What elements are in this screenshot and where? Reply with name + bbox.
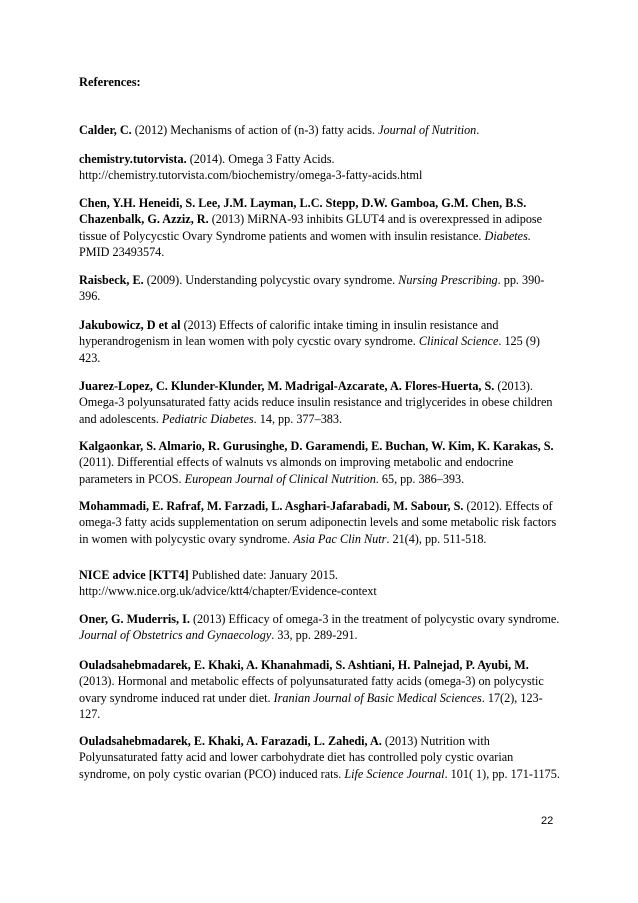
reference-entry [79, 122, 564, 138]
reference-source: Life Science Journal [344, 766, 445, 781]
reference-tail: . 65, pp. 386–393. [375, 471, 465, 486]
reference-details: (2013) MiRNA-93 inhibits GLUT4 and is overexpressed in adipose tissue of Polycycstic Ovary Syndrome patients and women with insulin resistance. [79, 212, 543, 243]
reference-source: Clinical Science [418, 334, 499, 349]
reference-entry [79, 498, 564, 547]
page-number: 22 [541, 815, 554, 827]
reference-entry [79, 195, 564, 260]
reference-tail: . pp. 390-396. [79, 273, 545, 304]
reference-entry [79, 272, 564, 305]
reference-entry [79, 151, 564, 184]
reference-authors: Oner, G. Muderris, I. [79, 612, 190, 626]
reference-entry [79, 317, 564, 366]
reference-entry [79, 438, 564, 487]
reference-tail: . 21(4), pp. 511-518. [386, 531, 487, 546]
reference-authors: chemistry.tutorvista. [79, 152, 187, 166]
reference-details: (2013) Nutrition with Polyunsaturated fatty acid and lower carbohydrate diet has controlled poly cystic ovarian syndrome, on poly cystic ovarian (PCO) induced rats. [79, 734, 514, 781]
reference-entry [79, 567, 564, 600]
reference-source: Journal of Nutrition [378, 123, 477, 137]
reference-details: (2013). Hormonal and metabolic effects of polyunsaturated fatty acids (omega-3) on polycystic ovary syndrome induced rat under diet. [79, 674, 544, 705]
reference-tail: PMID 23493574. [79, 244, 165, 259]
reference-source: Journal of Obstetrics and Gynaecology [79, 628, 272, 643]
reference-tail: . 14, pp. 377–383. [253, 411, 343, 426]
reference-details: Published date: January 2015. http://www.nice.org.uk/advice/ktt4/chapter/Evidence-context [79, 568, 377, 599]
reference-authors: Chen, Y.H. Heneidi, S. Lee, J.M. Layman, L.C. Stepp, D.W. Gamboa, G.M. Chen, B.S. Chazenbalk, G. Azziz, R. [79, 196, 527, 227]
reference-details: (2012) Mechanisms of action of (n-3) fatty acids. [131, 123, 379, 137]
reference-details: (2011). Differential effects of walnuts vs almonds on improving metabolic and endocrine parameters in PCOS. [79, 455, 514, 486]
reference-entry [79, 657, 564, 722]
reference-details: (2012). Effects of omega-3 fatty acids supplementation on serum adiponectin levels and some metabolic risk factors in women with polycystic ovary syndrome. [79, 499, 557, 546]
reference-source: European Journal of Clinical Nutrition [184, 471, 376, 486]
reference-source: Iranian Journal of Basic Medical Sciences [273, 690, 482, 705]
reference-source: Asia Pac Clin Nutr [293, 531, 387, 546]
reference-entry [79, 733, 564, 782]
reference-details: (2013). Omega-3 polyunsaturated fatty acids reduce insulin resistance and triglycerides in obese children and adolescents. [79, 379, 553, 426]
reference-details: (2009). Understanding polycystic ovary syndrome. [143, 273, 399, 287]
reference-tail: . 101( 1), pp. 171-1175. [444, 766, 560, 781]
reference-authors: Raisbeck, E. [79, 273, 144, 287]
reference-source: Nursing Prescribing [398, 273, 498, 287]
reference-authors: NICE advice [KTT4] [79, 568, 189, 582]
reference-authors: Jakubowicz, D et al [79, 318, 181, 332]
reference-authors: Calder, C. [79, 123, 132, 137]
reference-tail: . [476, 123, 480, 137]
reference-tail: . 125 (9) 423. [79, 334, 540, 365]
reference-details: (2013) Efficacy of omega-3 in the treatment of polycystic ovary syndrome. [189, 612, 560, 626]
reference-source: Diabetes. [484, 228, 531, 243]
reference-authors: Ouladsahebmadarek, E. Khaki, A. Khanahmadi, S. Ashtiani, H. Palnejad, P. Ayubi, M. [79, 658, 529, 672]
reference-details: (2013) Effects of calorific intake timing in insulin resistance and hyperandrogenism in lean women with poly cycstic ovary syndrome. [79, 318, 499, 349]
reference-tail: . 33, pp. 289-291. [271, 628, 358, 643]
reference-authors: Ouladsahebmadarek, E. Khaki, A. Farazadi, L. Zahedi, A. [79, 734, 382, 748]
reference-authors: Kalgaonkar, S. Almario, R. Gurusinghe, D. Garamendi, E. Buchan, W. Kim, K. Karakas, S. [79, 439, 554, 453]
reference-source: Pediatric Diabetes [161, 411, 254, 426]
reference-tail: . 17(2), 123-127. [79, 690, 543, 721]
reference-entry [79, 378, 564, 427]
reference-entry [79, 611, 564, 644]
reference-details: (2014). Omega 3 Fatty Acids. http://chemistry.tutorvista.com/biochemistry/omega-3-fatty-acids.html [79, 152, 423, 183]
references-heading: References: [79, 75, 141, 89]
reference-authors: Mohammadi, E. Rafraf, M. Farzadi, L. Asghari-Jafarabadi, M. Sabour, S. [79, 499, 464, 513]
reference-authors: Juarez-Lopez, C. Klunder-Klunder, M. Madrigal-Azcarate, A. Flores-Huerta, S. [79, 379, 495, 393]
